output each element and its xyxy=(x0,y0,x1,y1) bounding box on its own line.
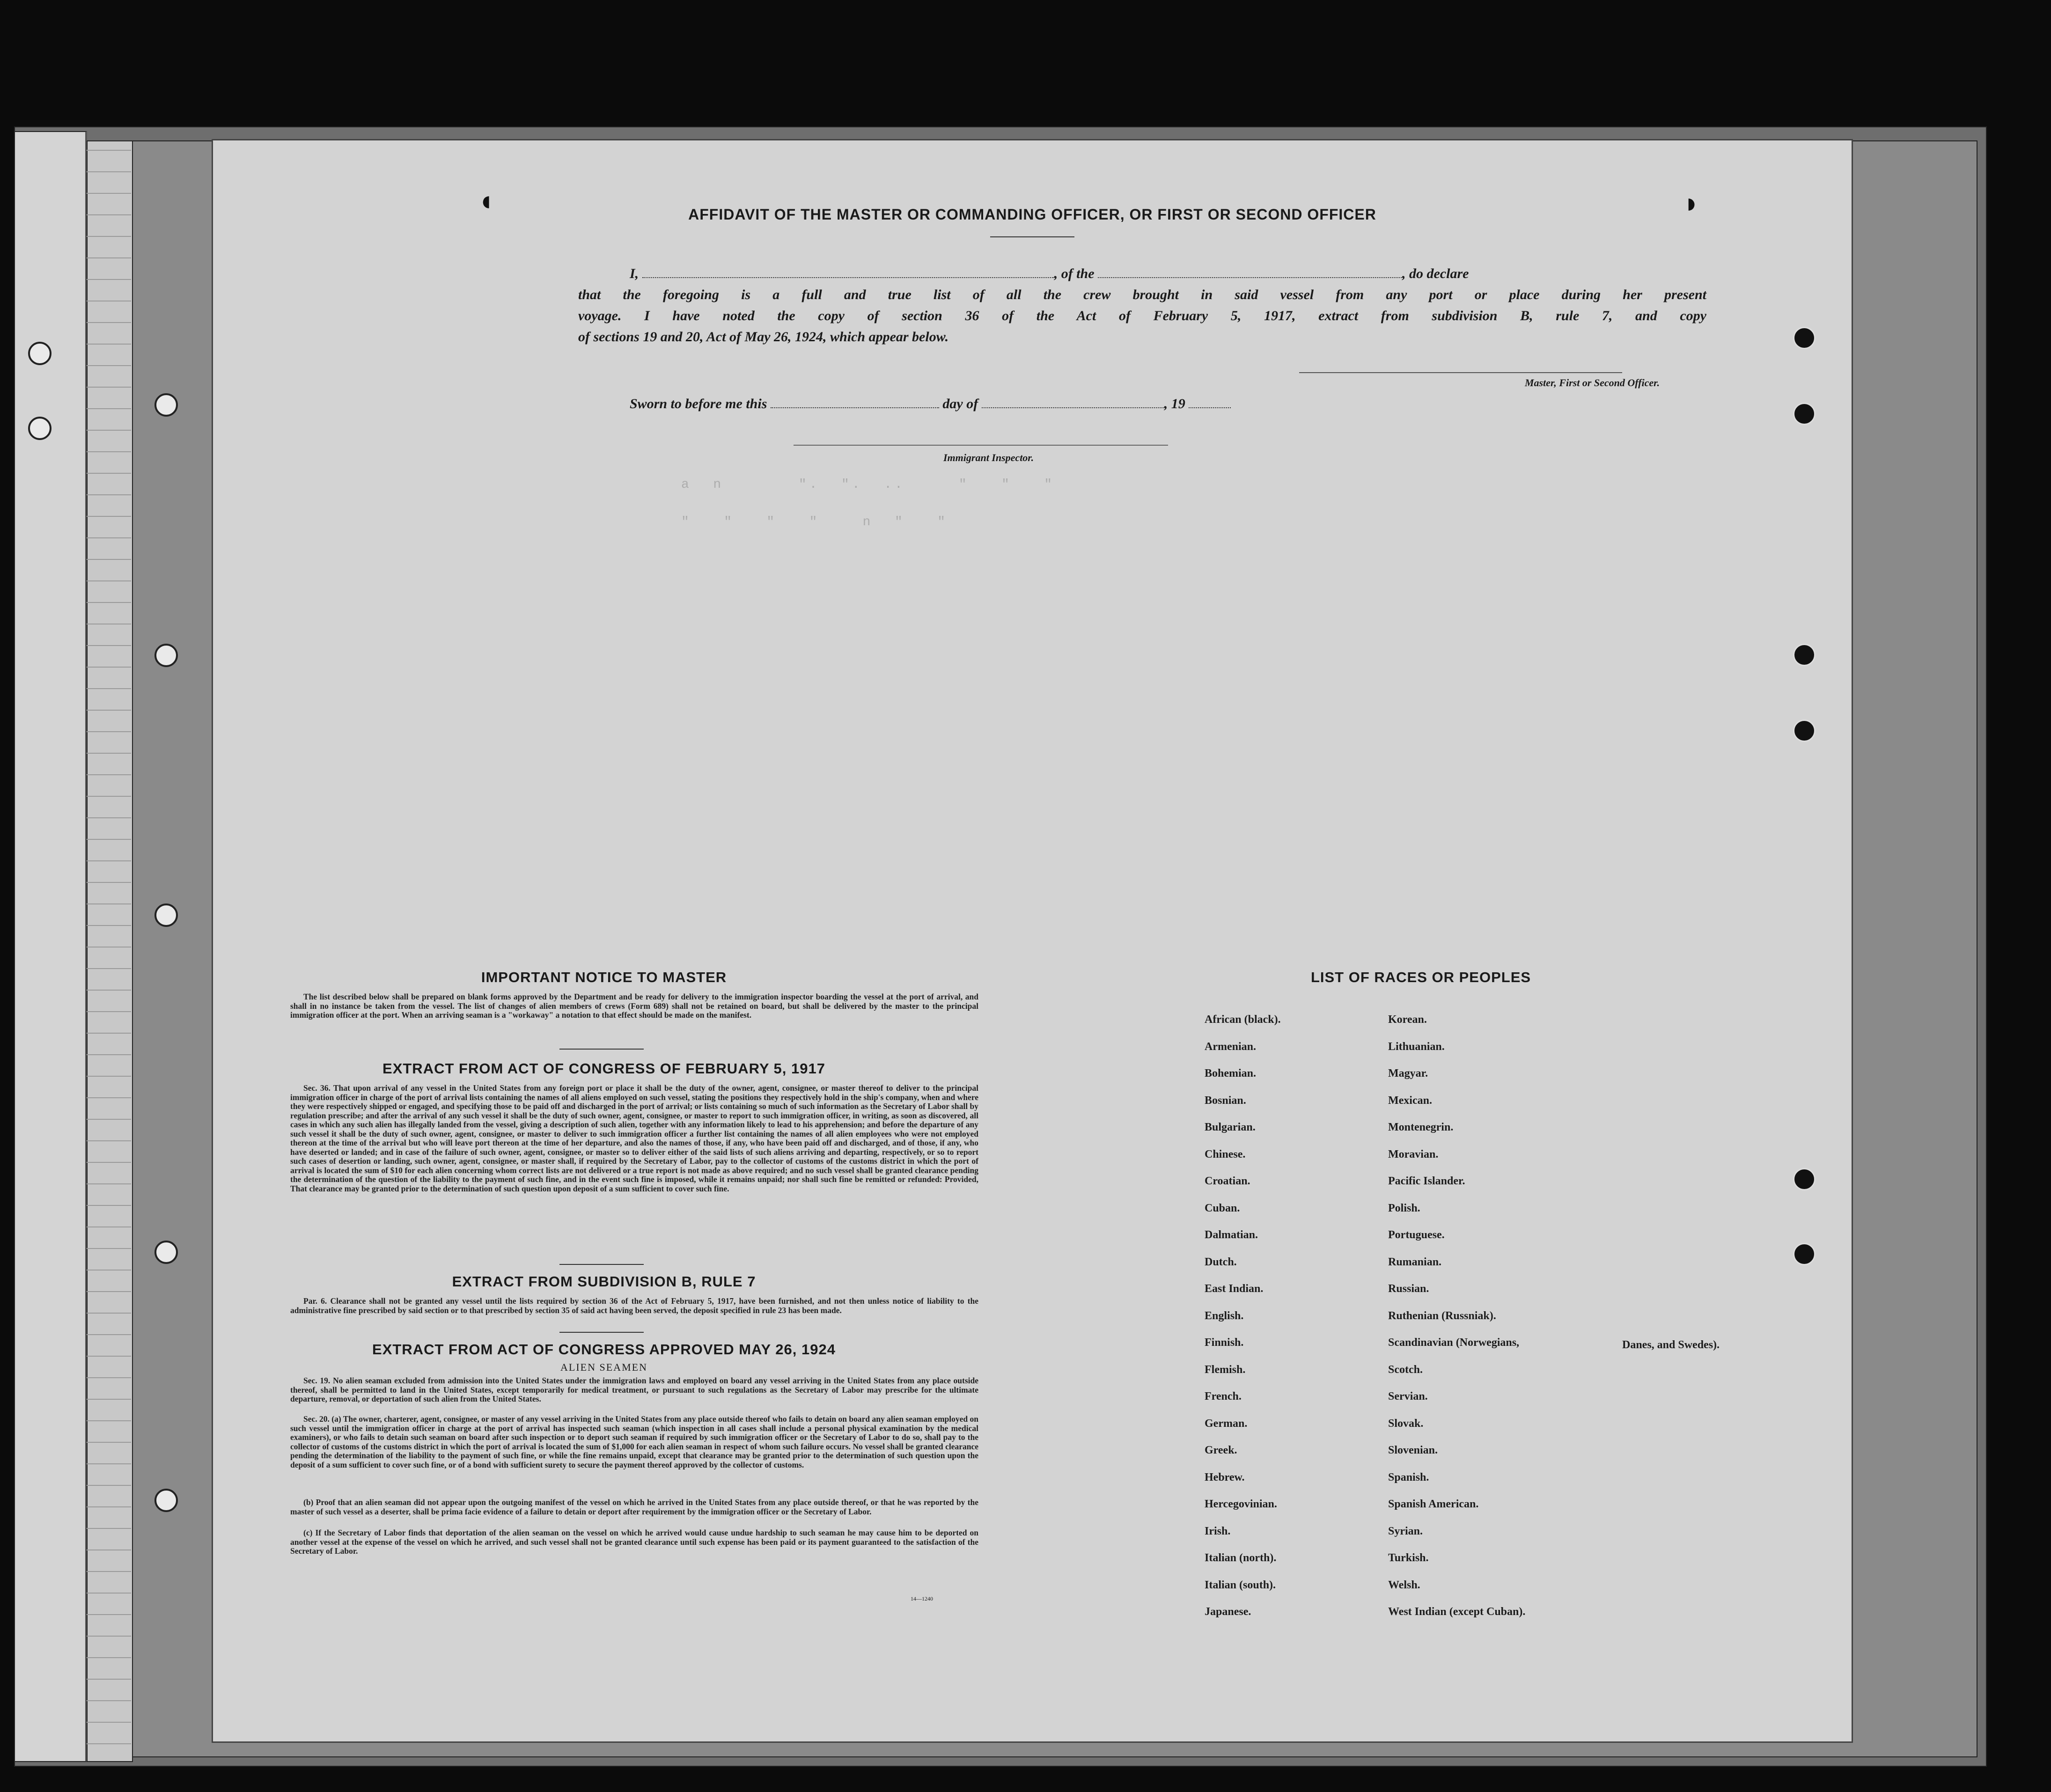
bleed-through-text: " " " " n " " xyxy=(681,515,948,529)
race-item: Ruthenian (Russniak). xyxy=(1388,1309,1496,1322)
race-item: Italian (north). xyxy=(1205,1552,1277,1564)
signature-label: Master, First or Second Officer. xyxy=(1524,377,1660,389)
sworn-line xyxy=(630,393,1231,414)
ruled-line xyxy=(87,537,131,538)
ruled-line xyxy=(87,1722,131,1723)
race-item: Finnish. xyxy=(1205,1337,1244,1349)
notice-body: The list described below shall be prepared on blank forms approved by the Department and be ready for delivery to the immigration inspector boarding the vessel at the port of arrival, and shall in no instance be taken from the vessel. The list of changes of alien members of crews (Form 689) shall not be retained on board, but shall be delivered by the master to the principal immigration officer at the port. When an arriving seaman is a "workaway" a notation to that effect should be made on the manifest. xyxy=(290,992,978,1020)
race-item: Turkish. xyxy=(1388,1552,1429,1564)
affidavit-of-the-label: , of the xyxy=(1054,266,1095,281)
ruled-line xyxy=(87,817,131,818)
race-item: Chinese. xyxy=(1205,1148,1246,1160)
sec-20b-body: (b) Proof that an alien seaman did not appear upon the outgoing manifest of the vessel on which he arrived in the United States from any place outside thereof, or that he was reported by the master of such vessel as a deserter, shall be prima facie evidence of a failure to detain or deport after requirement by the immigration officer or the Secretary of Labor. xyxy=(290,1498,978,1516)
ruled-line xyxy=(87,1291,131,1292)
bleed-through-text: a n ". ". .. " " " xyxy=(681,477,1055,492)
section-rule xyxy=(559,1049,644,1050)
affidavit-line-2: that the foregoing is a full and true list of all the crew brought in said vessel from any port or place during her present xyxy=(578,287,1706,302)
race-item: Portuguese. xyxy=(1388,1229,1445,1241)
punch-hole xyxy=(1793,720,1816,742)
race-item: Hercegovinian. xyxy=(1205,1498,1277,1510)
race-item: Bohemian. xyxy=(1205,1067,1257,1080)
ruled-line xyxy=(87,1033,131,1034)
officer-name-field[interactable] xyxy=(642,277,1054,278)
form-number: 14—1240 xyxy=(911,1595,933,1602)
vessel-name-field[interactable] xyxy=(1098,277,1402,278)
ruled-line xyxy=(87,494,131,495)
race-item: Scotch. xyxy=(1388,1363,1423,1376)
corner-mark: ◗ xyxy=(1683,188,1700,219)
alien-seamen-subtitle: ALIEN SEAMEN xyxy=(560,1361,647,1373)
ruled-line xyxy=(87,1183,131,1184)
ruled-line xyxy=(87,214,131,215)
sec-20c-body: (c) If the Secretary of Labor finds that deportation of the alien seaman on the vessel on which he arrived would cause undue hardship to such seaman he may cause him to be deported on another vessel at the expense of the vessel on which he arrived, and such vessel shall not be granted clearance until such expense has been paid or its payment guaranteed to the satisfaction of the Secretary of Labor. xyxy=(290,1528,978,1556)
ruled-line xyxy=(87,150,131,151)
race-item: Cuban. xyxy=(1205,1202,1240,1214)
race-item: Lithuanian. xyxy=(1388,1040,1445,1053)
ruled-line xyxy=(87,1657,131,1658)
race-item: English. xyxy=(1205,1309,1244,1322)
ruled-line xyxy=(87,1226,131,1227)
punch-hole xyxy=(1793,327,1816,349)
ruled-line xyxy=(87,1571,131,1572)
ruled-line xyxy=(87,344,131,345)
ruled-line xyxy=(87,365,131,366)
race-item: Bulgarian. xyxy=(1205,1121,1256,1133)
affidavit-title: AFFIDAVIT OF THE MASTER OR COMMANDING OFFICER, OR FIRST OR SECOND OFFICER xyxy=(688,206,1376,223)
ruled-line xyxy=(87,257,131,258)
race-item: Spanish. xyxy=(1388,1471,1429,1484)
race-item: Dalmatian. xyxy=(1205,1229,1258,1241)
ruled-line xyxy=(87,667,131,668)
ruled-line xyxy=(87,1442,131,1443)
affidavit-line-1 xyxy=(630,263,1706,284)
punch-hole xyxy=(154,903,178,927)
race-item: Greek. xyxy=(1205,1444,1237,1456)
punch-hole xyxy=(1793,403,1816,425)
race-item: Magyar. xyxy=(1388,1067,1428,1080)
ruled-line xyxy=(87,1140,131,1141)
race-item: Slovak. xyxy=(1388,1417,1424,1430)
ruled-line xyxy=(87,1679,131,1680)
ruled-line xyxy=(87,1377,131,1378)
ruled-line xyxy=(87,860,131,861)
affidavit-line-3: voyage. I have noted the copy of section 36 of the Act of February 5, 1917, extract from subdivision B, rule 7, and copy xyxy=(578,308,1706,323)
ruled-line xyxy=(87,1119,131,1120)
affidavit-page xyxy=(213,140,1852,1741)
ruled-line xyxy=(87,796,131,797)
left-ruled-strip xyxy=(87,140,133,1762)
ruled-line xyxy=(87,1097,131,1098)
ruled-line xyxy=(87,774,131,775)
punch-hole xyxy=(154,1241,178,1264)
race-continuation: Danes, and Swedes). xyxy=(1622,1339,1720,1351)
sworn-year-label: , 19 xyxy=(1164,396,1185,411)
section-rule xyxy=(559,1264,644,1265)
ruled-line xyxy=(87,1076,131,1077)
ruled-line xyxy=(87,1270,131,1271)
ruled-line xyxy=(87,580,131,581)
races-title: LIST OF RACES OR PEOPLES xyxy=(1310,969,1531,985)
race-item: Welsh. xyxy=(1388,1579,1420,1591)
punch-hole xyxy=(154,1489,178,1512)
notice-title: IMPORTANT NOTICE TO MASTER xyxy=(481,969,727,985)
punch-hole xyxy=(1793,1168,1816,1190)
inspector-label: Immigrant Inspector. xyxy=(943,452,1034,463)
ruled-line xyxy=(87,1162,131,1163)
race-item: Croatian. xyxy=(1205,1175,1250,1187)
ruled-line xyxy=(87,171,131,172)
race-item: Rumanian. xyxy=(1388,1256,1442,1268)
race-item: Montenegrin. xyxy=(1388,1121,1454,1133)
ruled-line xyxy=(87,1205,131,1206)
sworn-prefix: Sworn to before me this xyxy=(630,396,767,411)
ruled-line xyxy=(87,1506,131,1507)
race-item: Polish. xyxy=(1388,1202,1420,1214)
extract-rule7-title: EXTRACT FROM SUBDIVISION B, RULE 7 xyxy=(452,1273,756,1290)
race-item: Russian. xyxy=(1388,1283,1429,1295)
punch-hole xyxy=(1793,644,1816,666)
ruled-line xyxy=(87,516,131,517)
affidavit-line-4: of sections 19 and 20, Act of May 26, 1924, which appear below. xyxy=(578,329,949,345)
ruled-line xyxy=(87,430,131,431)
race-item: Italian (south). xyxy=(1205,1579,1276,1591)
race-item: East Indian. xyxy=(1205,1283,1264,1295)
signature-line[interactable] xyxy=(1299,372,1622,373)
race-item: French. xyxy=(1205,1390,1242,1403)
corner-mark: ◖ xyxy=(478,185,495,216)
race-item: Servian. xyxy=(1388,1390,1428,1403)
race-item: African (black). xyxy=(1205,1014,1281,1026)
ruled-line xyxy=(87,408,131,409)
ruled-line xyxy=(87,322,131,323)
race-item: Bosnian. xyxy=(1205,1094,1246,1107)
ruled-line xyxy=(87,990,131,991)
extract-1917-title: EXTRACT FROM ACT OF CONGRESS OF FEBRUARY 5, 1917 xyxy=(382,1060,825,1077)
ruled-line xyxy=(87,193,131,194)
ruled-line xyxy=(87,1420,131,1421)
punch-hole xyxy=(28,342,51,365)
ruled-line xyxy=(87,968,131,969)
inspector-signature-line[interactable] xyxy=(794,445,1168,446)
ruled-line xyxy=(87,1334,131,1335)
extract-rule7-body: Par. 6. Clearance shall not be granted any vessel until the lists required by section 36 of the Act of February 5, 1917, have been furnished, and not then unless notice of liability to the administrative fine prescribed by said section or to that prescribed by section 35 of said act having been served, the deposit specified in rule 23 has been made. xyxy=(290,1296,978,1315)
ruled-line xyxy=(87,1313,131,1314)
race-item: Japanese. xyxy=(1205,1606,1251,1618)
ruled-line xyxy=(87,882,131,883)
ruled-line xyxy=(87,903,131,904)
ruled-line xyxy=(87,1248,131,1249)
race-item: Syrian. xyxy=(1388,1525,1423,1537)
ruled-line xyxy=(87,602,131,603)
affidavit-i-label: I, xyxy=(630,266,639,281)
ruled-line xyxy=(87,1463,131,1464)
ruled-line xyxy=(87,1743,131,1744)
race-item: German. xyxy=(1205,1417,1248,1430)
ruled-line xyxy=(87,925,131,926)
ruled-line xyxy=(87,731,131,732)
ruled-line xyxy=(87,1356,131,1357)
sworn-month-field[interactable] xyxy=(982,407,1164,408)
ruled-line xyxy=(87,473,131,474)
race-item: Irish. xyxy=(1205,1525,1231,1537)
ruled-line xyxy=(87,688,131,689)
punch-hole xyxy=(154,393,178,417)
ruled-line xyxy=(87,1054,131,1055)
race-item: Mexican. xyxy=(1388,1094,1432,1107)
ruled-line xyxy=(87,236,131,237)
ruled-line xyxy=(87,451,131,452)
race-item: West Indian (except Cuban). xyxy=(1388,1606,1526,1618)
race-item: Flemish. xyxy=(1205,1363,1246,1376)
ruled-line xyxy=(87,645,131,646)
ruled-line xyxy=(87,1593,131,1594)
race-item: Slovenian. xyxy=(1388,1444,1438,1456)
race-item: Korean. xyxy=(1388,1014,1427,1026)
ruled-line xyxy=(87,1011,131,1012)
sworn-day-of-label: day of xyxy=(942,396,978,411)
ruled-line xyxy=(87,1614,131,1615)
race-item: Scandinavian (Norwegians, xyxy=(1388,1337,1520,1349)
punch-hole xyxy=(28,417,51,440)
ruled-line xyxy=(87,559,131,560)
ruled-line xyxy=(87,1485,131,1486)
affidavit-declare-label: , do declare xyxy=(1402,266,1469,281)
race-item: Spanish American. xyxy=(1388,1498,1479,1510)
section-rule xyxy=(559,1332,644,1333)
ruled-line xyxy=(87,387,131,388)
title-rule xyxy=(990,236,1074,237)
sworn-day-field[interactable] xyxy=(771,407,939,408)
race-item: Moravian. xyxy=(1388,1148,1439,1160)
ruled-line xyxy=(87,1528,131,1529)
ruled-line xyxy=(87,1636,131,1637)
extract-1917-body: Sec. 36. That upon arrival of any vessel in the United States from any foreign port or place it shall be the duty of the owner, agent, consignee, or master thereof to deliver to the principal immigration officer in charge of the port of arrival lists containing the names of all aliens employed on such vessel, stating the positions they respectively hold in the ship's company, when and where they were respectively shipped or engaged, and specifying those to be paid off and discharged in the port of arrival; or lists containing so much of such information as the Secretary of Labor shall by regulation prescribe; and after the arrival of any such vessel it shall be the duty of such owner, agent, consignee, or master to report to such immigration officer, in writing, as soon as discovered, all cases in which any such alien has illegally landed from the vessel, giving a description of such alien, together with any information likely to lead to his apprehension; and before the departure of any such vessel it shall be the duty of such owner, agent, consignee, or master to deliver to such immigration officer a further list containing the names of all alien employees who were not employed thereon at the time of the arrival but who will leave port thereon at the time of her departure, and also the names of those, if any, who have been paid off and discharged, and of those, if any, who have deserted or landed; and in case of the failure of such owner, agent, consignee, or master so to deliver either of the said lists of such aliens arriving and departing, respectively, or so to report such cases of desertion or landing, such owner, agent, consignee, or master shall, if required by the Secretary of Labor, pay to the collector of customs of the customs district in which the port of arrival is located the sum of $10 for each alien concerning whom correct lists are not delivered or a true report is not made as above required; and no such vessel shall be granted clearance pending the determination of the question of the liability to the payment of such fine, and in the event such fine is imposed, while it remains unpaid; nor shall such fine be remitted or refunded: Provided, That clearance may be granted prior to the determination of such question upon deposit of a sum sufficient to cover such fine. xyxy=(290,1083,978,1193)
ruled-line xyxy=(87,753,131,754)
left-page-strip xyxy=(14,131,87,1762)
sworn-year-field[interactable] xyxy=(1189,407,1231,408)
sec-19-body: Sec. 19. No alien seaman excluded from admission into the United States under the immigration laws and employed on board any vessel arriving in the United States from any place outside thereof, shall be permitted to land in the United States, except temporarily for medical treatment, or pursuant to such regulations as the Secretary of Labor may prescribe for the ultimate departure, removal, or deportation of such alien from the United States. xyxy=(290,1376,978,1403)
race-item: Dutch. xyxy=(1205,1256,1237,1268)
ruled-line xyxy=(87,710,131,711)
race-item: Armenian. xyxy=(1205,1040,1256,1053)
punch-hole xyxy=(154,644,178,667)
race-item: Pacific Islander. xyxy=(1388,1175,1465,1187)
ruled-line xyxy=(87,279,131,280)
punch-hole xyxy=(1793,1243,1816,1265)
ruled-line xyxy=(87,839,131,840)
ruled-line xyxy=(87,1700,131,1701)
ruled-line xyxy=(87,1399,131,1400)
extract-1924-title: EXTRACT FROM ACT OF CONGRESS APPROVED MAY 26, 1924 xyxy=(372,1341,836,1358)
sec-20a-body: Sec. 20. (a) The owner, charterer, agent, consignee, or master of any vessel arriving in the United States from any place outside thereof who fails to detain on board any alien seaman employed on such vessel until the immigration officer in charge at the port of arrival has inspected such seaman (which inspection in all cases shall include a personal physical examination by the medical examiners), or who fails to detain such seaman on board after such inspection or to deport such seaman if required by such immigration officer or the Secretary of Labor to do so, shall pay to the collector of customs of the customs district in which the port of arrival is located the sum of $1,000 for each alien seaman in respect of whom such failure occurs. No vessel shall be granted clearance pending the determination of the liability to the payment of such fine, or while the fine remains unpaid, except that clearance may be granted prior to the determination of such question upon the deposit of a sum sufficient to cover such fine, or of a bond with sufficient surety to secure the payment thereof approved by the collector of customs. xyxy=(290,1414,978,1469)
race-item: Hebrew. xyxy=(1205,1471,1245,1484)
